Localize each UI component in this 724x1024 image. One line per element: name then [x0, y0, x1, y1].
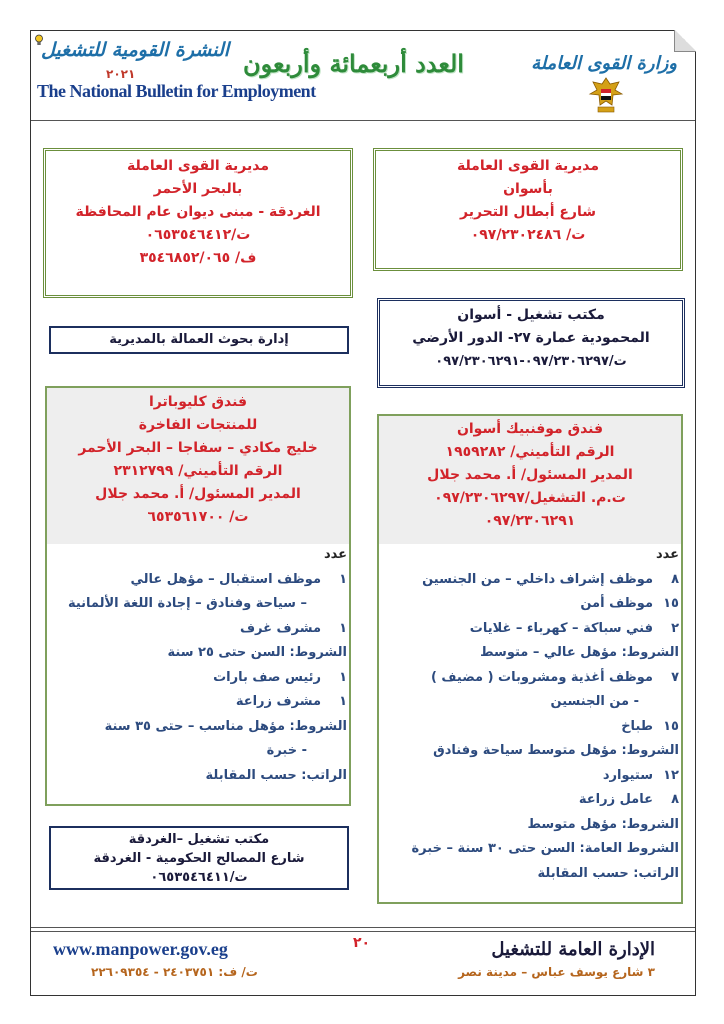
- job-count: ١٥: [663, 596, 679, 611]
- job-row: [381, 568, 679, 593]
- footer-address: ٣ شارع يوسف عباس – مدينة نصر: [458, 965, 655, 979]
- job-row: [49, 568, 347, 593]
- hotel-subtitle: للمنتجات الفاخرة: [138, 417, 258, 433]
- research-admin-box: [49, 326, 349, 354]
- job-condition-text: الراتب: حسب المقابلة: [537, 865, 679, 881]
- hotel-name: فندق كليوباترا: [149, 394, 247, 410]
- website-link[interactable]: www.manpower.gov.eg: [53, 939, 228, 959]
- bulletin-title-english: The National Bulletin for Employment: [37, 81, 316, 101]
- job-row: [381, 715, 679, 740]
- job-row: [49, 641, 347, 666]
- issue-title: العدد أربعمائة وأربعون: [243, 49, 464, 78]
- count-column-header: عدد: [655, 547, 679, 562]
- job-condition-text: الشروط العامة: السن حتى ٣٠ سنة – خبرة: [411, 841, 679, 856]
- job-row: [381, 641, 679, 666]
- office-name: مكتب تشغيل –الغردقة: [128, 832, 270, 847]
- hotel-location: خليج مكادي – سفاجا – البحر الأحمر: [78, 440, 318, 456]
- job-row: [49, 592, 347, 617]
- job-title: موظف أغذية ومشروبات ( مضيف ): [430, 669, 653, 685]
- job-row: [381, 837, 679, 862]
- hotel-manager: المدير المسئول/ أ. محمد جلال: [427, 467, 633, 483]
- job-count: ١٥: [663, 718, 679, 734]
- hotel-insurance-number: الرقم التأميني/ ٢٣١٢٧٩٩: [113, 463, 283, 479]
- job-count: ١٢: [663, 767, 679, 783]
- count-column-header: عدد: [323, 547, 347, 562]
- job-count: ١: [339, 620, 347, 636]
- job-count: ١: [339, 694, 347, 709]
- job-row: [381, 813, 679, 838]
- job-row: [49, 715, 347, 740]
- hotel-insurance-number: الرقم التأميني/ ١٩٥٩٢٨٢: [445, 444, 615, 460]
- footer-divider: [31, 931, 695, 932]
- job-count: ٨: [671, 792, 679, 807]
- office-phone: ت/٠٦٥٣٥٤٦٤١١: [150, 870, 248, 885]
- hotel-name: فندق موفنبيك أسوان: [456, 421, 604, 437]
- hotel-phone-2: ٠٩٧/٢٣٠٦٢٩١: [484, 513, 576, 529]
- job-row: [381, 666, 679, 691]
- job-title: طباخ: [621, 718, 653, 734]
- directorate-governorate: بالبحر الأحمر: [153, 181, 243, 197]
- job-count: ٧: [671, 669, 679, 685]
- job-count: ١: [339, 571, 347, 587]
- bulletin-page: [30, 30, 696, 996]
- job-condition-text: الشروط: مؤهل مناسب – حتى ٣٥ سنة: [104, 718, 347, 734]
- directorate-name: مديرية القوى العاملة: [126, 158, 270, 174]
- job-title: - خبرة: [266, 743, 307, 758]
- aswan-office-box: [377, 298, 685, 388]
- directorate-phone: ت/٠٦٥٣٥٤٦٤١٢: [145, 227, 251, 243]
- directorate-governorate: بأسوان: [503, 181, 553, 197]
- job-row: [381, 764, 679, 789]
- job-row: [49, 617, 347, 642]
- job-title: – سياحة وفنادق – إجادة اللغة الألمانية: [67, 596, 307, 611]
- job-title: - من الجنسين: [550, 694, 639, 709]
- bulletin-year: ٢٠٢١: [106, 67, 136, 81]
- office-address: شارع المصالح الحكومية - الغردقة: [93, 851, 305, 866]
- job-row: [381, 617, 679, 642]
- hotel-employment-phone: ت.م. التشغيل/٠٩٧/٢٣٠٦٢٩٧: [434, 490, 626, 506]
- job-condition-text: الشروط: السن حتى ٢٥ سنة: [167, 645, 347, 660]
- hotel-info-panel: [47, 388, 349, 544]
- job-row: [381, 739, 679, 764]
- job-row: [381, 788, 679, 813]
- hurghada-office-box: [49, 826, 349, 890]
- job-title: رئيس صف بارات: [213, 669, 321, 685]
- movenpick-jobs-list: [381, 543, 679, 886]
- job-row: [49, 666, 347, 691]
- job-title: مشرف زراعة: [235, 694, 321, 709]
- job-title: عامل زراعة: [578, 792, 653, 807]
- footer-divider: [31, 927, 695, 928]
- job-row: [49, 764, 347, 789]
- directorate-address: شارع أبطال التحرير: [459, 204, 597, 220]
- page-header: [31, 31, 695, 121]
- office-name: مكتب تشغيل - أسوان: [457, 307, 605, 323]
- directorate-name: مديرية القوى العاملة: [456, 158, 600, 174]
- job-count: ٨: [671, 571, 679, 587]
- job-row: [381, 862, 679, 887]
- job-title: موظف أمن: [580, 596, 653, 611]
- job-title: موظف إشراف داخلي – من الجنسين: [422, 571, 653, 587]
- office-address: المحمودية عمارة ٢٧- الدور الأرضي: [412, 330, 650, 346]
- aswan-directorate-box: [373, 148, 683, 271]
- page-number: ٢٠: [353, 935, 371, 951]
- egypt-eagle-emblem-icon: [588, 75, 624, 115]
- ministry-name: وزارة القوى العاملة: [531, 53, 677, 74]
- directorate-fax: ف/ ٣٥٤٦٨٥٢/٠٦٥: [139, 250, 257, 266]
- job-row: [381, 592, 679, 617]
- general-admin-name: الإدارة العامة للتشغيل: [491, 939, 655, 960]
- cleopatra-jobs-list: [49, 543, 347, 788]
- job-condition-text: الشروط: مؤهل عالي – متوسط: [480, 645, 679, 660]
- directorate-address: الغردقة - مبنى ديوان عام المحافظة: [75, 204, 321, 220]
- job-row: [49, 690, 347, 715]
- job-title: ستيوارد: [602, 767, 653, 783]
- job-title: مشرف غرف: [239, 620, 321, 636]
- job-title: فني سباكة – كهرباء – غلايات: [469, 620, 653, 636]
- footer-phones: ت/ ف: ٢٤٠٣٧٥١ - ٢٢٦٠٩٣٥٤: [91, 965, 258, 979]
- job-count: ٢: [671, 620, 679, 636]
- hotel-info-panel: [379, 416, 681, 544]
- redsea-directorate-box: [43, 148, 353, 298]
- job-condition-text: الشروط: مؤهل متوسط سياحة وفنادق: [433, 743, 679, 758]
- job-title: موظف استقبال – مؤهل عالي: [130, 571, 321, 587]
- office-phone: ت/٠٩٧/٢٣٠٦٢٩٧-٠٩٧/٢٣٠٦٢٩١: [435, 354, 627, 369]
- job-row: [49, 739, 347, 764]
- hotel-manager: المدير المسئول/ أ. محمد جلال: [95, 486, 301, 502]
- research-admin-label: إدارة بحوث العمالة بالمديرية: [109, 332, 289, 347]
- bulletin-title-arabic: النشرة القومية للتشغيل: [41, 39, 230, 61]
- job-condition-text: الشروط: مؤهل متوسط: [527, 816, 679, 832]
- job-row: [381, 690, 679, 715]
- hotel-phone: ت/ ٦٥٣٥٦١٧٠٠: [147, 509, 249, 525]
- job-count: ١: [339, 669, 347, 685]
- job-condition-text: الراتب: حسب المقابلة: [205, 767, 347, 783]
- directorate-phone: ت/ ٠٩٧/٢٣٠٢٤٨٦: [470, 227, 586, 243]
